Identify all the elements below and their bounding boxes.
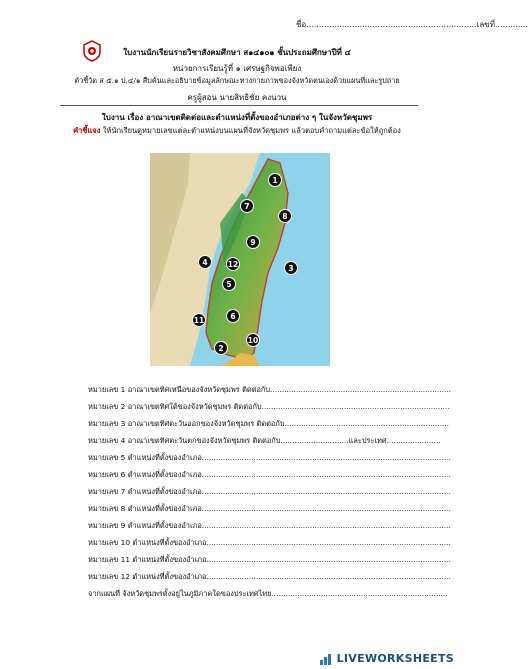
marker-1: 1 <box>268 173 282 187</box>
worksheet-topic: ใบงาน เรื่อง อาณาเขตติดต่อและตำแหน่งที่ตั้งของอำเภอต่าง ๆ ในจังหวัดชุมพร <box>101 113 373 122</box>
marker-8: 8 <box>278 209 292 223</box>
divider <box>60 105 418 106</box>
question-7[interactable]: หมายเลข 7 ตำแหน่งที่ตั้งของอำเภอ.......................................................................................................... <box>88 487 451 496</box>
question-8[interactable]: หมายเลข 8 ตำแหน่งที่ตั้งของอำเภอ.......................................................................................................... <box>88 504 451 513</box>
question-10[interactable]: หมายเลข 10 ตำแหน่งที่ตั้งของอำเภอ........................................................................................................ <box>88 538 451 547</box>
liveworksheets-logo <box>320 652 454 665</box>
instruction-label: คำชี้แจง <box>73 126 101 135</box>
instruction-text: ให้นักเรียนดูหมายเลขแต่ละตำแหน่งบนแผนที่จังหวัดชุมพร แล้วตอบคำถามแต่ละข้อให้ถูกต้อง <box>100 126 401 135</box>
indicator-text: ตัวชี้วัด ส ๕.๑ ป.๔/๑ สืบค้นและอธิบายข้อมูลลักษณะทางกายภาพของจังหวัดตนเองด้วยแผนที่และรูปถ่าย <box>74 76 400 85</box>
marker-2: 2 <box>214 341 228 355</box>
question-2[interactable]: หมายเลข 2 อาณาเขตทิศใต้ของจังหวัดชุมพร ติดต่อกับ................................................................................ <box>88 402 450 411</box>
question-11[interactable]: หมายเลข 11 ตำแหน่งที่ตั้งของอำเภอ........................................................................................................ <box>88 555 451 564</box>
marker-12: 12 <box>226 257 240 271</box>
liveworksheets-icon <box>320 653 334 665</box>
question-region[interactable]: จากแผนที่ จังหวัดชุมพรตั้งอยู่ในภูมิภาคใดของประเทศไทย........................................................................... <box>88 589 448 598</box>
teacher-name: ครูผู้สอน นายสิทธิชัย คงนวน <box>187 93 287 102</box>
question-6[interactable]: หมายเลข 6 ตำแหน่งที่ตั้งของอำเภอ.......................................................................................................... <box>88 470 451 479</box>
marker-10: 10 <box>246 333 260 347</box>
map-markers <box>150 153 330 366</box>
question-3[interactable]: หมายเลข 3 อาณาเขตทิศตะวันออกของจังหวัดชุมพร ติดต่อกับ...................................................................... <box>88 419 449 428</box>
name-line: ชื่อ...................................................................เลขที่............. <box>296 20 528 29</box>
question-12[interactable]: หมายเลข 12 ตำแหน่งที่ตั้งของอำเภอ........................................................................................................ <box>88 572 451 581</box>
question-5[interactable]: หมายเลข 5 ตำแหน่งที่ตั้งของอำเภอ.......................................................................................................... <box>88 453 451 462</box>
worksheet-title: ใบงานนักเรียนรายวิชาสังคมศึกษา ส๑๔๑๐๑ ชั้นประถมศึกษาปีที่ ๔ <box>123 48 351 57</box>
marker-6: 6 <box>226 309 240 323</box>
question-4[interactable]: หมายเลข 4 อาณาเขตทิศตะวันตกของจังหวัดชุมพร ติดต่อกับ.............................และประเทศ....................... <box>88 436 441 445</box>
question-9[interactable]: หมายเลข 9 ตำแหน่งที่ตั้งของอำเภอ.......................................................................................................... <box>88 521 451 530</box>
unit-title: หน่วยการเรียนรู้ที่ ๑ เศรษฐกิจพอเพียง <box>172 64 302 73</box>
instruction <box>0 125 474 137</box>
marker-3: 3 <box>284 261 298 275</box>
marker-5: 5 <box>222 277 236 291</box>
liveworksheets-text: LIVEWORKSHEETS <box>336 652 454 665</box>
question-1[interactable]: หมายเลข 1 อาณาเขตทิศเหนือของจังหวัดชุมพร ติดต่อกับ............................................................................. <box>88 385 451 394</box>
marker-7: 7 <box>240 199 254 213</box>
marker-11: 11 <box>192 313 206 327</box>
marker-4: 4 <box>198 255 212 269</box>
marker-9: 9 <box>246 235 260 249</box>
